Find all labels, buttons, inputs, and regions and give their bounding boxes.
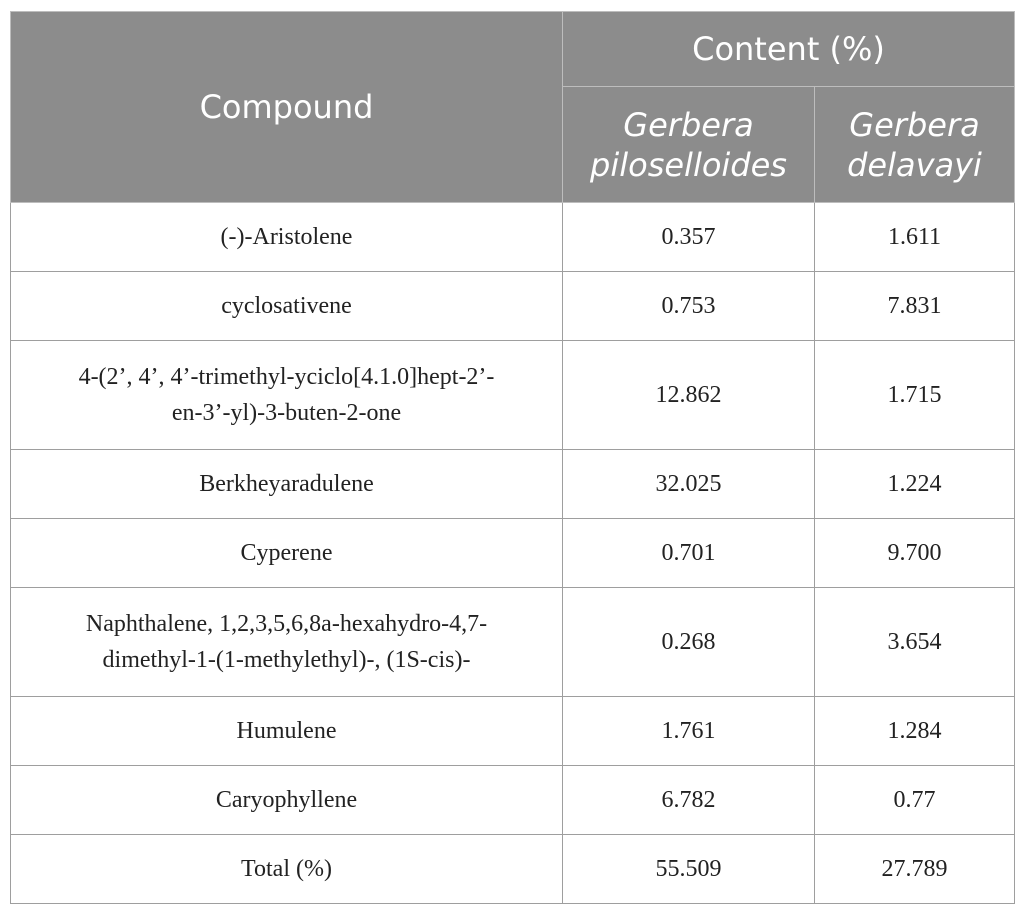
delavayi-value-cell: 7.831 <box>815 272 1015 341</box>
delavayi-total-cell: 27.789 <box>815 835 1015 904</box>
compound-cell <box>11 450 563 519</box>
compound-name: Caryophyllene <box>215 787 358 813</box>
delavayi-value-cell: 1.224 <box>815 450 1015 519</box>
total-row <box>11 835 1015 904</box>
piloselloides-value-cell: 0.701 <box>563 519 815 588</box>
piloselloides-value-cell: 1.761 <box>563 697 815 766</box>
piloselloides-total-cell: 55.509 <box>563 835 815 904</box>
table-row <box>11 588 1015 697</box>
table-row <box>11 697 1015 766</box>
piloselloides-value-cell: 12.862 <box>563 341 815 450</box>
compound-name-line: en-3’-yl)-3-buten-2-one <box>171 400 402 426</box>
compound-name: cyclosativene <box>221 293 352 319</box>
piloselloides-value-cell: 32.025 <box>563 450 815 519</box>
piloselloides-value-cell: 0.357 <box>563 203 815 272</box>
species-epithet: piloselloides <box>590 145 787 184</box>
table-row <box>11 341 1015 450</box>
table-row <box>11 203 1015 272</box>
table-row <box>11 450 1015 519</box>
delavayi-value-cell: 0.77 <box>815 766 1015 835</box>
content-column-header: Content (%) <box>563 12 1015 87</box>
delavayi-value-cell: 3.654 <box>815 588 1015 697</box>
compound-cell <box>11 588 563 697</box>
species-header-delavayi <box>815 87 1015 203</box>
compound-cell <box>11 697 563 766</box>
compound-cell <box>11 203 563 272</box>
compound-cell <box>11 519 563 588</box>
compound-name-line: Naphthalene, 1,2,3,5,6,8a-hexahydro-4,7- <box>85 611 488 637</box>
species-genus: Gerbera <box>849 105 980 144</box>
table-row <box>11 272 1015 341</box>
compound-cell <box>11 341 563 450</box>
species-header-piloselloides <box>563 87 815 203</box>
compound-cell <box>11 835 563 904</box>
table-row <box>11 519 1015 588</box>
species-epithet: delavayi <box>847 145 982 184</box>
species-genus: Gerbera <box>623 105 754 144</box>
table-row <box>11 766 1015 835</box>
compound-name-line: dimethyl-1-(1-methylethyl)-, (1S-cis)- <box>102 647 471 673</box>
compound-cell <box>11 766 563 835</box>
total-label: Total (%) <box>241 856 332 882</box>
piloselloides-value-cell: 6.782 <box>563 766 815 835</box>
header-row-top <box>11 12 1015 87</box>
compound-name: Cyperene <box>240 540 333 566</box>
delavayi-value-cell: 1.284 <box>815 697 1015 766</box>
piloselloides-value-cell: 0.753 <box>563 272 815 341</box>
delavayi-value-cell: 1.715 <box>815 341 1015 450</box>
compound-name: (-)-Aristolene <box>220 224 353 250</box>
compound-name: Berkheyaradulene <box>199 471 374 497</box>
piloselloides-value-cell: 0.268 <box>563 588 815 697</box>
compound-content-table <box>10 11 1015 904</box>
delavayi-value-cell: 1.611 <box>815 203 1015 272</box>
compound-name: Humulene <box>236 718 337 744</box>
delavayi-value-cell: 9.700 <box>815 519 1015 588</box>
compound-cell <box>11 272 563 341</box>
compound-name-line: 4-(2’, 4’, 4’-trimethyl-yciclo[4.1.0]hept-2’- <box>78 364 495 390</box>
compound-column-header: Compound <box>11 12 563 203</box>
